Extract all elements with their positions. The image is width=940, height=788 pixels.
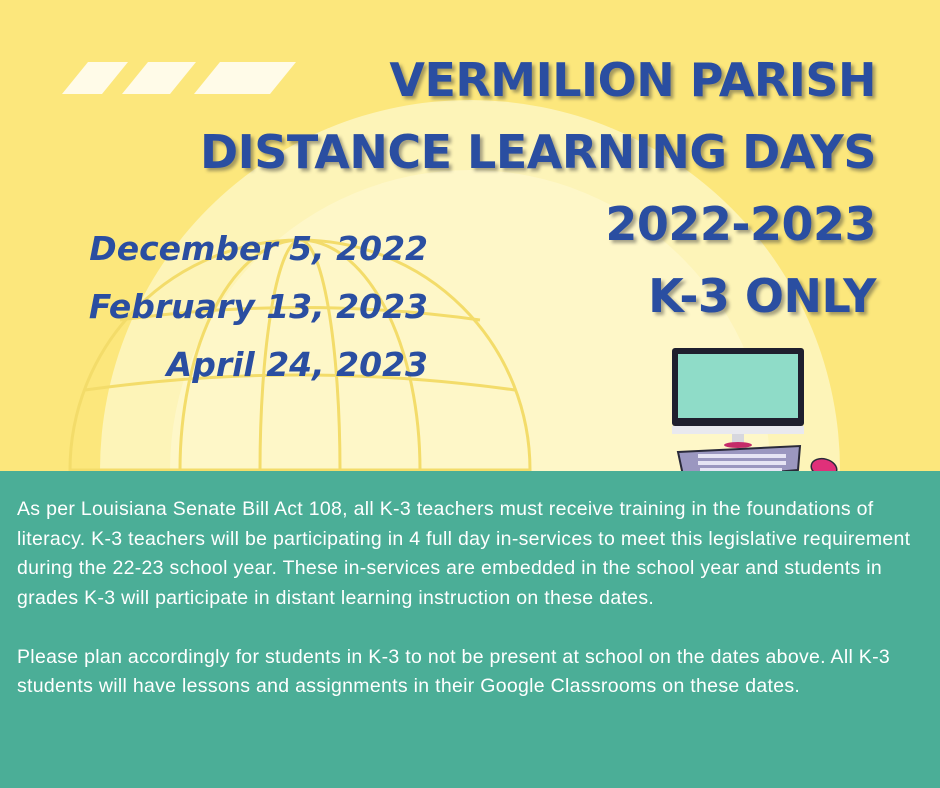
info-paragraph-1: As per Louisiana Senate Bill Act 108, all K-3 teachers must receive training in the foundations of literacy. K-3 teachers will be participating in 4 full day in-services to meet this legislative requirement during the 22-23 school year. These in-services are embedded in the school year and students in grades K-3 will participate in distant learning instruction on these dates. xyxy=(17,498,911,609)
computer-icon xyxy=(664,342,844,492)
info-panel xyxy=(0,471,940,788)
title-line-1: VERMILION PARISH xyxy=(389,53,876,107)
title-line-3: 2022-2023 xyxy=(605,197,876,251)
info-text xyxy=(17,495,923,731)
dates-list xyxy=(89,220,428,394)
date-3: April 24, 2023 xyxy=(166,345,428,384)
title-line-4: K-3 ONLY xyxy=(648,269,876,323)
date-2: February 13, 2023 xyxy=(88,287,428,326)
info-paragraph-2: Please plan accordingly for students in K-3 to not be present at school on the dates above. All K-3 students will have lessons and assignments in their Google Classrooms on these dates. xyxy=(17,645,891,697)
title-line-2: DISTANCE LEARNING DAYS xyxy=(200,125,876,179)
date-1: December 5, 2022 xyxy=(89,229,428,268)
